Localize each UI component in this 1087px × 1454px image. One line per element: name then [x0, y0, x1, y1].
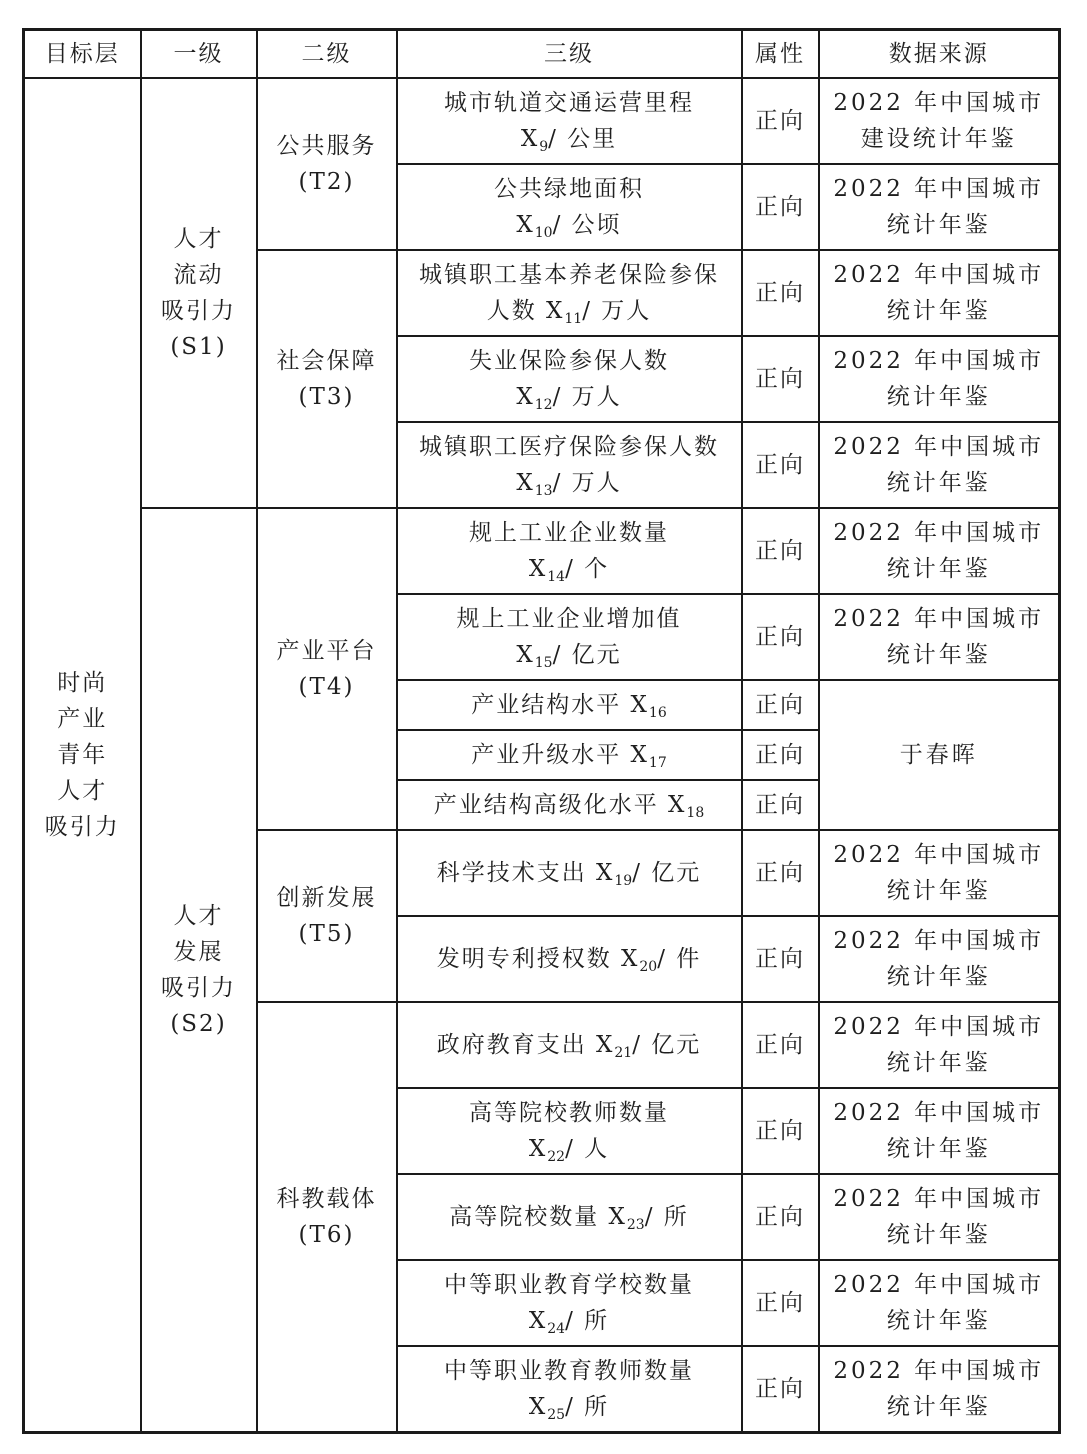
indicator-sub: 14 [547, 569, 566, 585]
attr-cell: 正向 [742, 1260, 819, 1346]
attr-cell: 正向 [742, 508, 819, 594]
indicator-name: 高等院校教师数量 [469, 1100, 669, 1126]
header-row [24, 30, 1060, 79]
header-level3: 三级 [397, 30, 742, 79]
t4-code: (T4) [298, 674, 355, 700]
attr-cell: 正向 [742, 336, 819, 422]
indicator-var: X [516, 642, 535, 668]
s2-line: 发展 [173, 938, 224, 965]
indicator-name: 规上工业企业增加值 [456, 606, 682, 632]
indicator-unit: / 万人 [582, 298, 652, 324]
indicator-cell [397, 1260, 742, 1346]
attr-cell: 正向 [742, 1002, 819, 1088]
indicator-table-wrapper [22, 28, 1058, 1434]
indicator-var: X [516, 470, 535, 496]
indicator-cell [397, 422, 742, 508]
indicator-name: 失业保险参保人数 [469, 348, 669, 374]
attr-cell: 正向 [742, 830, 819, 916]
indicator-sub: 17 [648, 755, 667, 771]
source-cell [819, 1260, 1060, 1346]
source-line: 2022 年中国城市 [833, 434, 1045, 460]
source-line: 建设统计年鉴 [860, 126, 1017, 152]
indicator-unit: / 公顷 [552, 212, 622, 238]
indicator-cell [397, 1346, 742, 1432]
indicator-sub: 20 [639, 959, 658, 975]
source-cell [819, 78, 1060, 164]
source-line: 2022 年中国城市 [833, 928, 1045, 954]
s1-line: 流动 [173, 262, 224, 288]
indicator-cell [397, 164, 742, 250]
indicator-cell [397, 336, 742, 422]
indicator-sub: 16 [648, 705, 667, 721]
indicator-cell [397, 508, 742, 594]
indicator-cell [397, 1002, 742, 1088]
s1-line: 吸引力 [161, 298, 236, 324]
attr-cell: 正向 [742, 78, 819, 164]
source-cell [819, 830, 1060, 916]
target-line: 吸引力 [44, 813, 120, 840]
attr-cell: 正向 [742, 164, 819, 250]
s2-line: 吸引力 [161, 974, 236, 1001]
source-cell [819, 594, 1060, 680]
source-cell [819, 164, 1060, 250]
indicator-cell [397, 78, 742, 164]
header-level2: 二级 [257, 30, 397, 79]
source-cell [819, 508, 1060, 594]
source-line: 2022 年中国城市 [833, 1357, 1045, 1384]
t3-cell [257, 250, 397, 508]
indicator-unit: / 亿元 [632, 1032, 702, 1058]
indicator-var: X [528, 1393, 548, 1420]
t3-code: (T3) [298, 384, 355, 410]
indicator-sub: 15 [534, 655, 553, 671]
indicator-unit: / 万人 [552, 470, 622, 496]
source-line: 2022 年中国城市 [833, 842, 1045, 868]
merged-source-cell: 于春晖 [819, 680, 1060, 830]
s1-cell [141, 78, 257, 508]
t5-cell [257, 830, 397, 1002]
header-source: 数据来源 [819, 30, 1060, 79]
t5-name: 创新发展 [276, 885, 377, 911]
indicator-name: 城市轨道交通运营里程 [444, 90, 694, 116]
indicator-cell [397, 830, 742, 916]
indicator-sub: 21 [614, 1045, 633, 1061]
source-line: 统计年鉴 [886, 298, 991, 324]
indicator-name: 发明专利授权数 X [436, 946, 640, 972]
indicator-unit: / 所 [565, 1393, 610, 1420]
s1-line: 人才 [173, 226, 224, 252]
source-cell [819, 1002, 1060, 1088]
indicator-name: 城镇职工医疗保险参保人数 [419, 434, 719, 460]
t6-cell [257, 1002, 397, 1432]
source-line: 统计年鉴 [886, 878, 991, 904]
indicator-cell [397, 1174, 742, 1260]
indicator-cell [397, 250, 742, 336]
t2-cell [257, 78, 397, 250]
source-cell [819, 336, 1060, 422]
source-line: 统计年鉴 [886, 470, 991, 496]
indicator-name: 规上工业企业数量 [469, 520, 669, 546]
source-line: 统计年鉴 [886, 1393, 991, 1420]
indicator-sub: 19 [614, 873, 633, 889]
indicator-sub: 11 [564, 311, 583, 327]
indicator-var: X [528, 1308, 548, 1334]
indicator-name: 城镇职工基本养老保险参保 [419, 262, 719, 288]
indicator-name: 政府教育支出 X [436, 1032, 615, 1058]
indicator-unit: / 件 [657, 946, 702, 972]
target-line: 人才 [57, 777, 108, 804]
source-line: 统计年鉴 [886, 964, 991, 990]
table-row [24, 78, 1060, 164]
attr-cell: 正向 [742, 730, 819, 780]
indicator-name: 中等职业教育学校数量 [444, 1272, 694, 1298]
source-line: 统计年鉴 [886, 1222, 991, 1248]
attr-cell: 正向 [742, 916, 819, 1002]
source-line: 统计年鉴 [886, 1308, 991, 1334]
indicator-var: X [528, 1136, 548, 1162]
target-line: 产业 [57, 705, 108, 732]
indicator-sub: 9 [539, 139, 549, 155]
indicator-unit: / 亿元 [632, 860, 702, 886]
attr-cell: 正向 [742, 1346, 819, 1432]
source-line: 2022 年中国城市 [833, 90, 1045, 116]
source-cell [819, 250, 1060, 336]
attr-cell: 正向 [742, 1174, 819, 1260]
t6-name: 科教载体 [276, 1185, 377, 1212]
source-line: 2022 年中国城市 [833, 1014, 1045, 1040]
attr-cell: 正向 [742, 594, 819, 680]
s1-code: (S1) [170, 334, 227, 360]
source-cell [819, 916, 1060, 1002]
indicator-table [22, 28, 1061, 1434]
indicator-name: 科学技术支出 X [436, 860, 615, 886]
indicator-sub: 12 [534, 397, 553, 413]
indicator-unit: / 万人 [552, 384, 622, 410]
indicator-cell [397, 780, 742, 830]
indicator-unit: / 所 [644, 1204, 689, 1230]
indicator-var: 人数 X [486, 298, 565, 324]
indicator-sub: 23 [626, 1217, 645, 1233]
source-line: 统计年鉴 [886, 642, 991, 668]
source-line: 2022 年中国城市 [833, 348, 1045, 374]
t4-cell [257, 508, 397, 830]
source-line: 2022 年中国城市 [833, 1186, 1045, 1212]
source-line: 统计年鉴 [886, 1136, 991, 1162]
source-cell [819, 1346, 1060, 1432]
source-line: 2022 年中国城市 [833, 1272, 1045, 1298]
indicator-var: X [520, 126, 540, 152]
indicator-unit: / 所 [565, 1308, 610, 1334]
t5-code: (T5) [298, 921, 355, 947]
indicator-sub: 13 [534, 483, 553, 499]
indicator-sub: 25 [547, 1406, 566, 1423]
indicator-unit: / 个 [565, 556, 610, 582]
header-level1: 一级 [141, 30, 257, 79]
indicator-cell [397, 1088, 742, 1174]
target-cell [24, 78, 141, 1432]
indicator-sub: 18 [686, 805, 705, 821]
attr-cell: 正向 [742, 1088, 819, 1174]
attr-cell: 正向 [742, 250, 819, 336]
indicator-var: X [516, 212, 535, 238]
indicator-name: 产业结构高级化水平 X [433, 792, 687, 818]
t4-name: 产业平台 [276, 638, 377, 664]
source-line: 统计年鉴 [886, 384, 991, 410]
source-cell [819, 422, 1060, 508]
indicator-cell [397, 916, 742, 1002]
s2-cell [141, 508, 257, 1432]
header-target: 目标层 [24, 30, 141, 79]
s2-line: 人才 [173, 902, 224, 929]
source-line: 2022 年中国城市 [833, 1100, 1045, 1126]
indicator-unit: / 公里 [548, 126, 618, 152]
indicator-name: 产业升级水平 X [471, 742, 649, 768]
indicator-sub: 10 [534, 225, 553, 241]
source-line: 2022 年中国城市 [833, 520, 1045, 546]
t6-code: (T6) [298, 1221, 355, 1248]
attr-cell: 正向 [742, 422, 819, 508]
indicator-name: 产业结构水平 X [471, 692, 649, 718]
source-line: 统计年鉴 [886, 212, 991, 238]
indicator-sub: 24 [547, 1321, 566, 1337]
source-line: 统计年鉴 [886, 556, 991, 582]
attr-cell: 正向 [742, 780, 819, 830]
t3-name: 社会保障 [276, 348, 377, 374]
t2-code: (T2) [298, 169, 355, 195]
source-line: 统计年鉴 [886, 1050, 991, 1076]
source-line: 2022 年中国城市 [833, 176, 1045, 202]
s2-code: (S2) [170, 1010, 227, 1037]
indicator-cell [397, 730, 742, 780]
t2-name: 公共服务 [276, 133, 377, 159]
indicator-cell [397, 680, 742, 730]
indicator-unit: / 亿元 [552, 642, 622, 668]
source-line: 2022 年中国城市 [833, 606, 1045, 632]
indicator-unit: / 人 [565, 1136, 610, 1162]
source-line: 2022 年中国城市 [833, 262, 1045, 288]
indicator-var: X [516, 384, 535, 410]
source-cell [819, 1088, 1060, 1174]
attr-cell: 正向 [742, 680, 819, 730]
indicator-name: 高等院校数量 X [449, 1204, 627, 1230]
indicator-name: 公共绿地面积 [494, 176, 644, 202]
header-attr: 属性 [742, 30, 819, 79]
table-row [24, 508, 1060, 594]
target-line: 时尚 [57, 669, 108, 696]
indicator-var: X [528, 556, 548, 582]
source-cell [819, 1174, 1060, 1260]
target-line: 青年 [57, 741, 108, 768]
indicator-cell [397, 594, 742, 680]
indicator-sub: 22 [547, 1149, 566, 1165]
indicator-name: 中等职业教育教师数量 [444, 1357, 694, 1384]
